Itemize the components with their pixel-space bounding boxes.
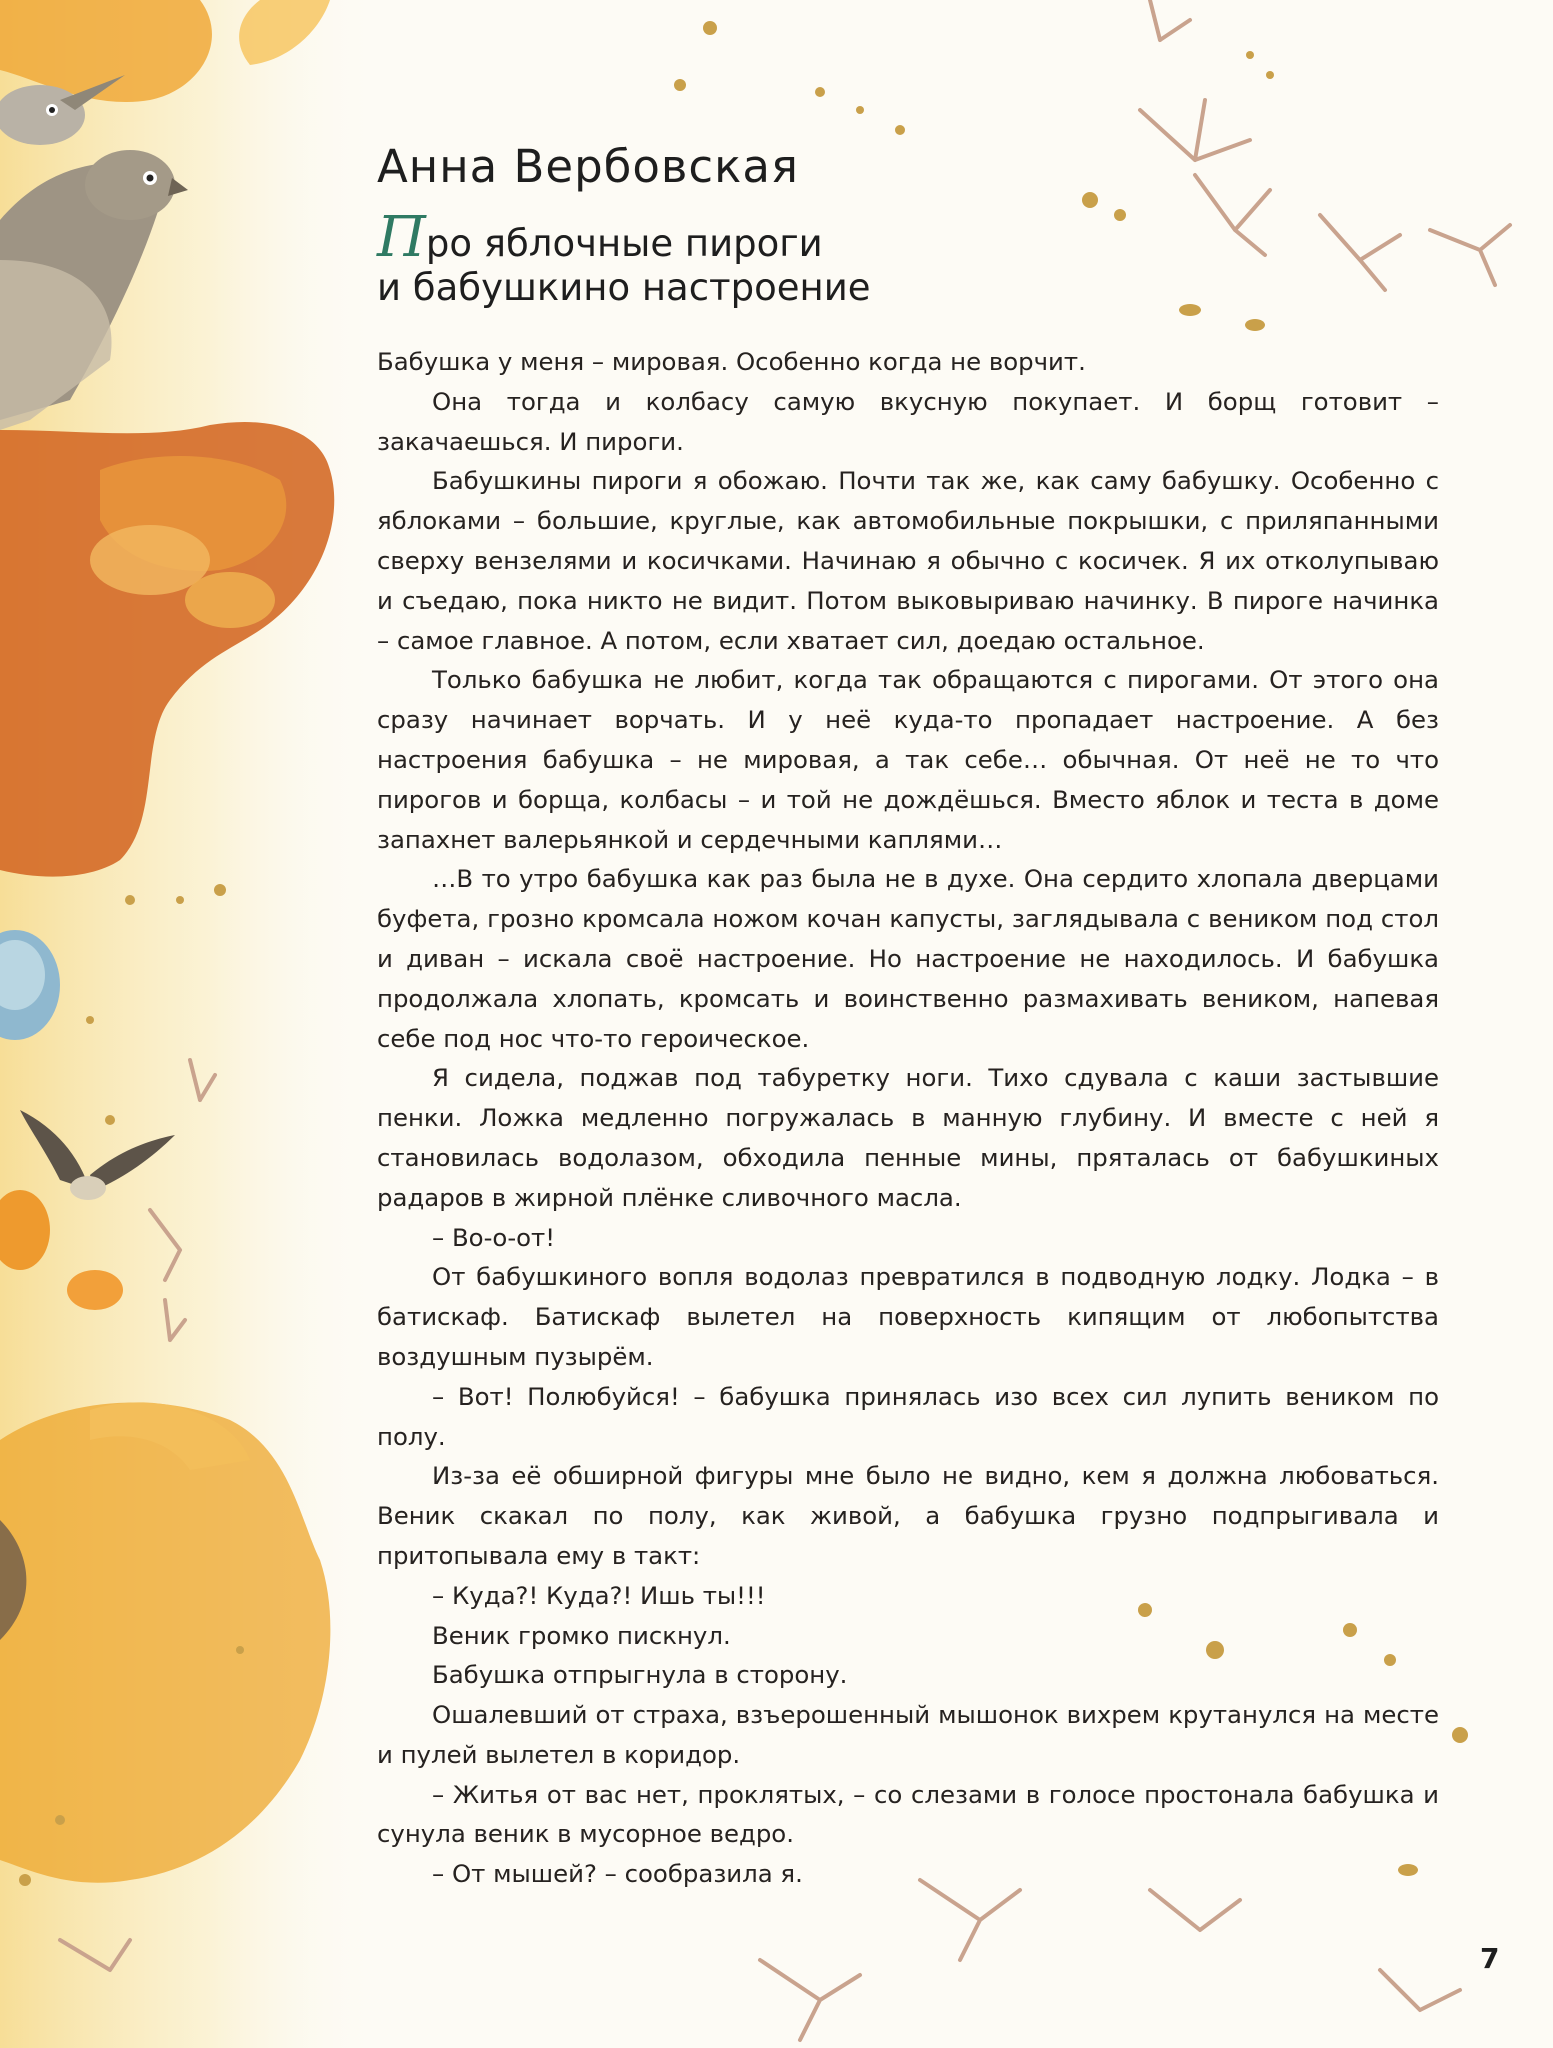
story-paragraph: Бабушка у меня – мировая. Особенно когда не ворчит. — [377, 347, 1086, 376]
story-paragraph: Из-за её обширной фигуры мне было не видно, кем я должна любоваться. Веник скакал по полу, как живой, а бабушка грузно подпрыгивала и притопывала ему в такт: — [377, 1461, 1439, 1570]
page-number: 7 — [1480, 1942, 1500, 1975]
text-block — [377, 136, 1439, 1894]
pebble-2 — [67, 1270, 123, 1310]
story-paragraph: Только бабушка не любит, когда так обращаются с пирогами. От этого она сразу начинает ворчать. И у неё куда-то пропадает настроение. А без настроения бабушка – не мировая, а так себе… обычная. От неё не то что пирогов и борща, колбасы – и той не дождёшься. Вместо яблок и теста в доме запахнет валерьянкой и сердечными каплями… — [377, 665, 1439, 854]
title-dropcap: П — [377, 205, 426, 270]
story-paragraph: – От мышей? – сообразила я. — [432, 1859, 803, 1889]
story-paragraph: Она тогда и колбасу самую вкусную покупает. И борщ готовит – закачаешься. И пироги. — [377, 386, 1439, 456]
story-paragraph: От бабушкиного вопля водолаз превратился в подводную лодку. Лодка – в батискаф. Батискаф вылетел на поверхность кипящим от любопытства воздушным пузырём. — [377, 1262, 1439, 1371]
story-title — [377, 205, 1439, 310]
story-paragraph: – Житья от вас нет, проклятых, – со слезами в голосе простонала бабушка и сунула веник в мусорное ведро. — [377, 1779, 1439, 1849]
story-paragraph: Ошалевший от страха, взъерошенный мышонок вихрем крутанулся на месте и пулей вылетел в коридор. — [377, 1700, 1439, 1769]
story-paragraph: – Вот! Полюбуйся! – бабушка принялась изо всех сил лупить веником по полу. — [377, 1381, 1439, 1451]
story-paragraph: Я сидела, поджав под табуретку ноги. Тихо сдувала с каши застывшие пенки. Ложка медленно погружалась в манную глубину. И вместе с ней я становилась водолазом, обходила пенные мины, пряталась от бабушкиных радаров в жирной плёнке сливочного масла. — [377, 1063, 1439, 1212]
story-paragraph: Веник громко пискнул. — [432, 1620, 731, 1650]
story-body — [377, 342, 1439, 1894]
story-paragraph: – Куда?! Куда?! Ишь ты!!! — [432, 1580, 766, 1610]
author-name: Анна Вербовская — [377, 140, 799, 193]
story-paragraph: …В то утро бабушка как раз была не в духе. Она сердито хлопала дверцами буфета, грозно кромсала ножом кочан капусты, заглядывала с веником под стол и диван – искала своё настроение. Но настроение не находилось. И бабушка продолжала хлопать, кромсать и воинственно размахивать веником, напевая себе под нос что-то героическое. — [377, 864, 1439, 1053]
story-paragraph: Бабушкины пироги я обожаю. Почти так же, как саму бабушку. Особенно с яблоками – большие, круглые, как автомобильные покрышки, с приляпанными сверху вензелями и косичками. Начинаю я обычно с косичек. Я их отколупываю и съедаю, пока никто не видит. Потом выковыриваю начинку. В пироге начинка – самое главное. А потом, если хватает сил, доедаю остальное. — [377, 466, 1439, 655]
title-line1: ро яблочные пироги — [425, 222, 823, 265]
stone-1 — [90, 525, 210, 595]
story-paragraph: Бабушка отпрыгнула в сторону. — [432, 1660, 848, 1690]
story-paragraph: – Во-о-от! — [432, 1222, 556, 1252]
title-line2: и бабушкино настроение — [377, 266, 871, 309]
stone-2 — [185, 572, 275, 628]
